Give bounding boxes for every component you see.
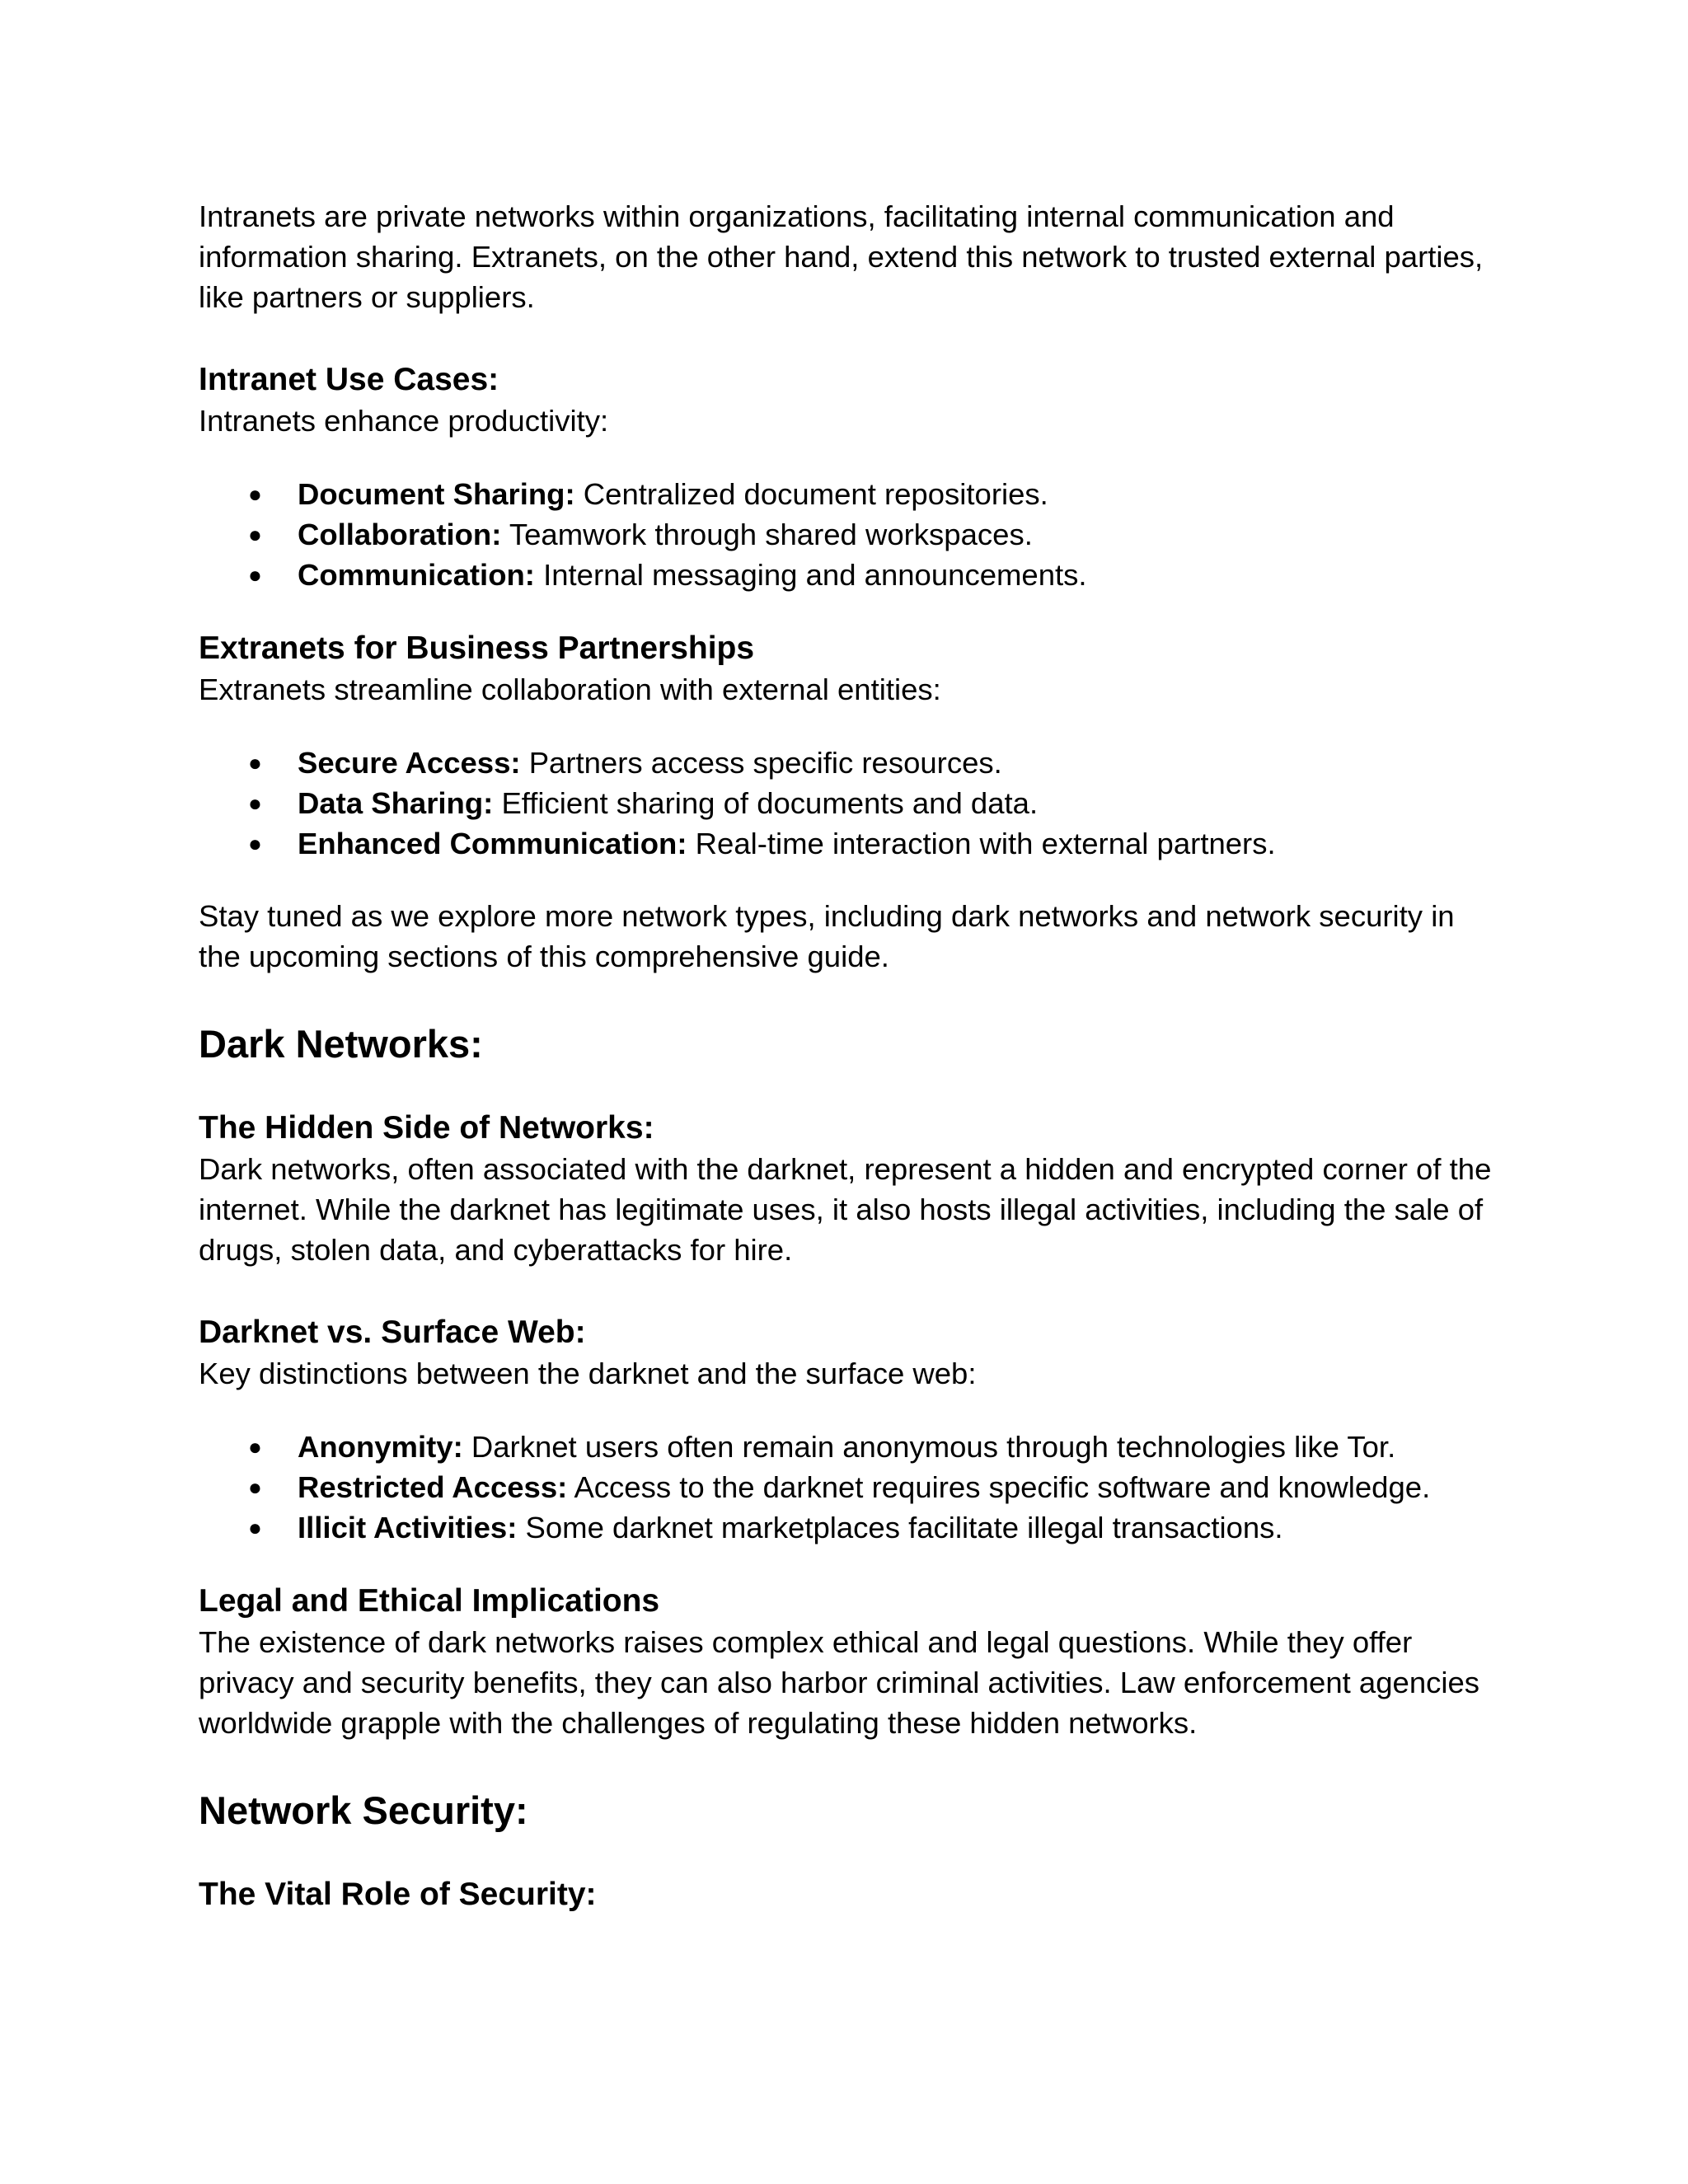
list-item-text: Centralized document repositories. xyxy=(574,477,1048,511)
intro-paragraph: Intranets are private networks within organizations, facilitating internal communication and information sharing. Extranets, on the other hand, extend this network to trusted external parties, like partners or suppliers. xyxy=(199,199,1484,314)
extranet-heading: Extranets for Business Partnerships xyxy=(199,630,755,666)
list-item-term: Illicit Activities: xyxy=(298,1511,518,1544)
list-item-term: Document Sharing: xyxy=(298,477,575,511)
vital-role-heading: The Vital Role of Security: xyxy=(199,1877,597,1912)
list-item-term: Collaboration: xyxy=(298,518,502,551)
list-item-text: Some darknet marketplaces facilitate illegal transactions. xyxy=(517,1511,1283,1544)
bullet-icon: ● xyxy=(248,1515,262,1540)
darknet-vs-surface-heading: Darknet vs. Surface Web: xyxy=(199,1315,586,1350)
list-item xyxy=(199,1427,1493,1467)
list-item-term: Anonymity: xyxy=(298,1430,463,1464)
dark-networks-heading: Dark Networks: xyxy=(199,1022,483,1066)
list-item-text: Access to the darknet requires specific software and knowledge. xyxy=(567,1470,1431,1504)
extranet-lead: Extranets streamline collaboration with external entities: xyxy=(199,673,941,706)
bullet-icon: ● xyxy=(248,522,262,547)
stay-tuned-paragraph: Stay tuned as we explore more network types, including dark networks and network security in the upcoming sections of this comprehensive guide. xyxy=(199,899,1455,973)
list-item-text: Internal messaging and announcements. xyxy=(534,558,1087,592)
bullet-icon: ● xyxy=(248,1474,262,1500)
intranet-heading: Intranet Use Cases: xyxy=(199,362,499,397)
hidden-side-heading: The Hidden Side of Networks: xyxy=(199,1110,654,1146)
list-item xyxy=(199,743,1493,783)
bullet-icon: ● xyxy=(248,562,262,588)
darknet-vs-surface-list xyxy=(199,1427,1493,1548)
list-item-text: Efficient sharing of documents and data. xyxy=(493,786,1039,820)
list-item xyxy=(199,1507,1493,1548)
list-item xyxy=(199,514,1493,555)
list-item-term: Enhanced Communication: xyxy=(298,827,687,860)
legal-ethical-heading: Legal and Ethical Implications xyxy=(199,1583,660,1619)
legal-ethical-paragraph: The existence of dark networks raises complex ethical and legal questions. While they offer privacy and security benefits, they can also harbor criminal activities. Law enforcement agencies worldwide grapple with the challenges of regulating these hidden networks. xyxy=(199,1625,1480,1740)
list-item xyxy=(199,474,1493,514)
bullet-icon: ● xyxy=(248,481,262,507)
bullet-icon: ● xyxy=(248,750,262,776)
list-item-term: Restricted Access: xyxy=(298,1470,568,1504)
list-item-term: Communication: xyxy=(298,558,535,592)
list-item-text: Partners access specific resources. xyxy=(520,746,1002,780)
darknet-vs-surface-lead: Key distinctions between the darknet and the surface web: xyxy=(199,1357,977,1390)
list-item-text: Darknet users often remain anonymous through technologies like Tor. xyxy=(462,1430,1396,1464)
list-item xyxy=(199,823,1493,864)
bullet-icon: ● xyxy=(248,831,262,856)
extranet-list xyxy=(199,743,1493,864)
bullet-icon: ● xyxy=(248,1434,262,1460)
list-item-term: Data Sharing: xyxy=(298,786,494,820)
intranet-list xyxy=(199,474,1493,595)
list-item-text: Teamwork through shared workspaces. xyxy=(501,518,1033,551)
list-item xyxy=(199,1467,1493,1507)
network-security-heading: Network Security: xyxy=(199,1788,528,1832)
hidden-side-paragraph: Dark networks, often associated with the darknet, represent a hidden and encrypted corner of the internet. While the darknet has legitimate uses, it also hosts illegal activities, including the sale of drugs, stolen data, and cyberattacks for hire. xyxy=(199,1152,1492,1267)
bullet-icon: ● xyxy=(248,790,262,816)
list-item xyxy=(199,783,1493,823)
list-item xyxy=(199,555,1493,595)
intranet-lead: Intranets enhance productivity: xyxy=(199,404,609,438)
list-item-term: Secure Access: xyxy=(298,746,521,780)
list-item-text: Real-time interaction with external partners. xyxy=(687,827,1276,860)
document-content xyxy=(199,196,1493,1915)
